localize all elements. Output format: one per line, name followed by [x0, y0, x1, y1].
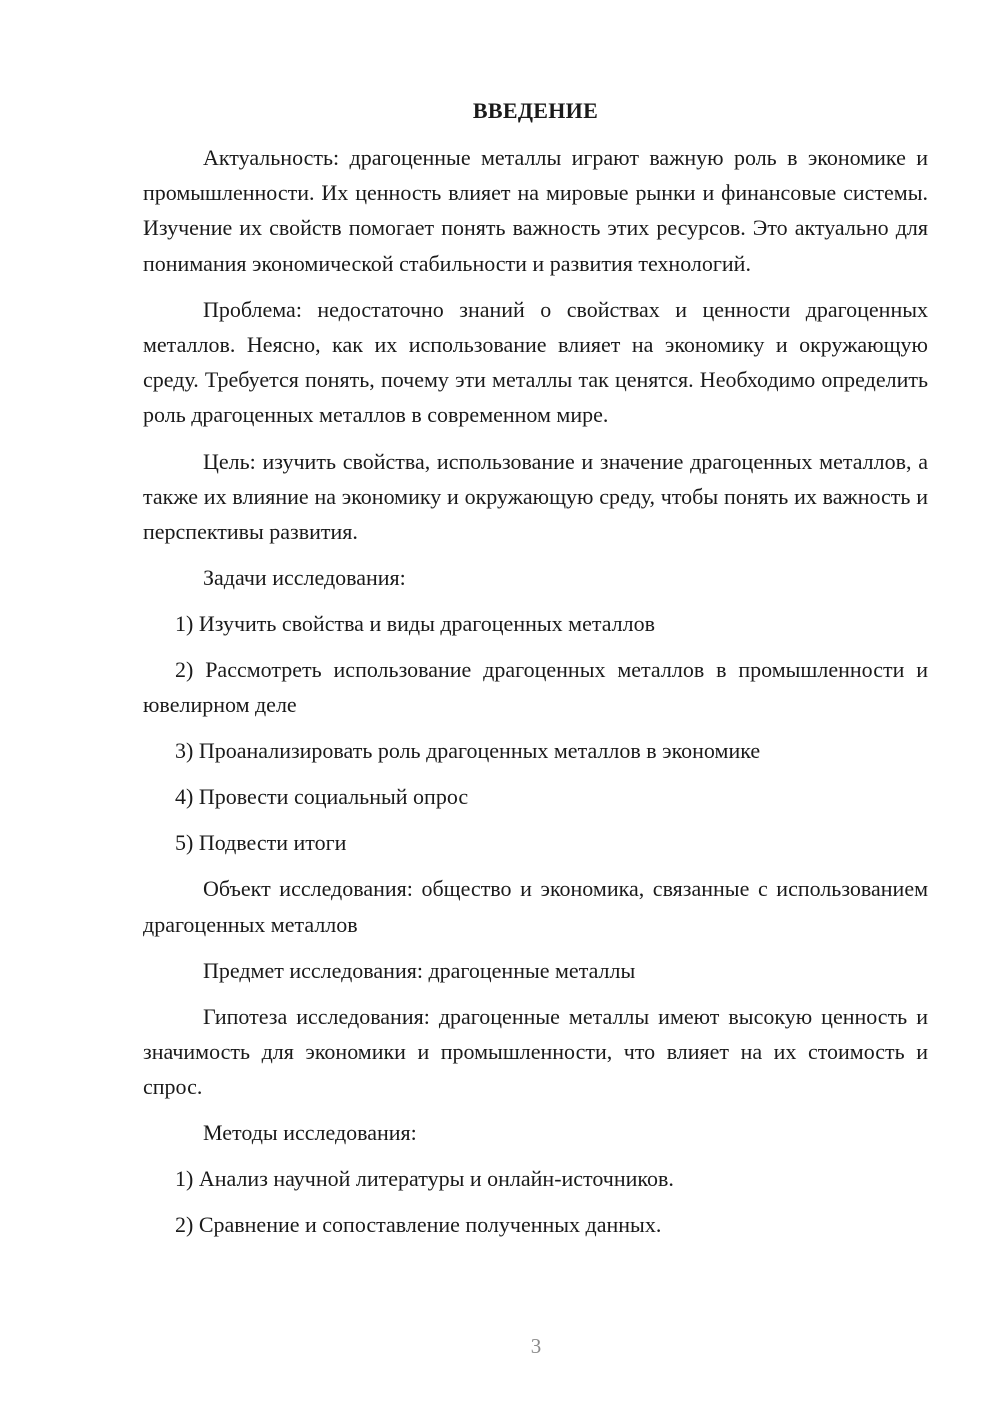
list-item: 4) Провести социальный опрос [175, 784, 469, 810]
object-paragraph: Объект исследования: общество и экономика, связанные с использованием драгоценных металлов [143, 876, 928, 937]
tasks-list [143, 606, 928, 860]
relevance-paragraph: Актуальность: драгоценные металлы играют важную роль в экономике и промышленности. Их ценность влияет на мировые рынки и финансовые системы. Изучение их свойств помогает понять важность этих ресурсов. Это актуально для понимания экономической стабильности и развития технологий. [143, 145, 928, 276]
methods-heading: Методы исследования: [203, 1120, 417, 1146]
page-number: 3 [530, 1334, 542, 1358]
list-item: 5) Подвести итоги [175, 830, 347, 856]
methods-list [143, 1161, 928, 1242]
list-item: 2) Рассмотреть использование драгоценных металлов в промышленности и ювелирном деле [143, 657, 928, 718]
list-item: 1) Анализ научной литературы и онлайн-источников. [175, 1166, 674, 1192]
page-content [143, 96, 928, 1253]
list-item: 3) Проанализировать роль драгоценных металлов в экономике [175, 738, 761, 764]
goal-paragraph: Цель: изучить свойства, использование и значение драгоценных металлов, а также их влияние на экономику и окружающую среду, чтобы понять их важность и перспективы развития. [143, 448, 928, 545]
list-item: 1) Изучить свойства и виды драгоценных металлов [175, 611, 656, 637]
subject-paragraph: Предмет исследования: драгоценные металлы [203, 957, 636, 983]
problem-paragraph: Проблема: недостаточно знаний о свойствах и ценности драгоценных металлов. Неясно, как их использование влияет на экономику и окружающую среду. Требуется понять, почему эти металлы так ценятся. Необходимо определить роль драгоценных металлов в современном мире. [143, 296, 928, 428]
hypothesis-paragraph: Гипотеза исследования: драгоценные металлы имеют высокую ценность и значимость для экономики и промышленности, что влияет на их стоимость и спрос. [143, 1003, 928, 1100]
tasks-heading: Задачи исследования: [203, 565, 406, 591]
list-item: 2) Сравнение и сопоставление полученных данных. [175, 1212, 662, 1238]
section-heading: ВВЕДЕНИЕ [472, 98, 599, 123]
